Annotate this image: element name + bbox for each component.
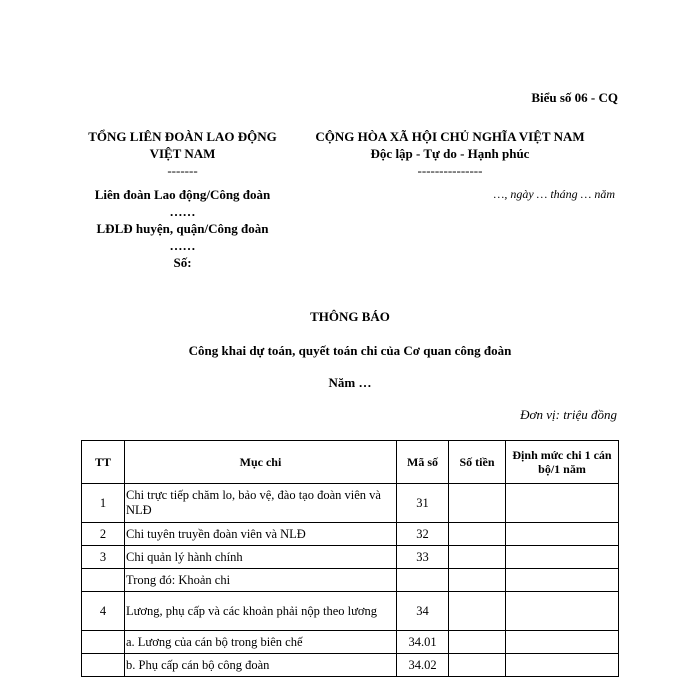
header-code: Mã số: [397, 441, 449, 484]
row-item: Chi tuyên truyền đoàn viên và NLĐ: [125, 523, 397, 546]
row-code: 34.02: [397, 654, 449, 677]
row-norm[interactable]: [506, 546, 619, 569]
row-item: Chi trực tiếp chăm lo, bảo vệ, đào tạo đoàn viên và NLĐ: [125, 484, 397, 523]
country-name: CỘNG HÒA XÃ HỘI CHỦ NGHĨA VIỆT NAM: [315, 129, 585, 144]
header-norm: Định mức chi 1 cán bộ/1 năm: [506, 441, 619, 484]
header-item: Mục chi: [125, 441, 397, 484]
row-tt: 4: [82, 592, 125, 631]
dots-line-2: ……: [169, 238, 196, 253]
row-amount[interactable]: [449, 523, 506, 546]
number-label: Số:: [173, 255, 192, 270]
row-item: a. Lương của cán bộ trong biên chế: [125, 631, 397, 654]
row-amount[interactable]: [449, 631, 506, 654]
table-row: [82, 631, 619, 654]
unit-label: Đơn vị: triệu đồng: [520, 407, 617, 422]
header-tt: TT: [82, 441, 125, 484]
year-line: Năm …: [328, 375, 372, 390]
row-norm[interactable]: [506, 592, 619, 631]
motto: Độc lập - Tự do - Hạnh phúc: [370, 146, 530, 161]
right-divider: ---------------: [417, 163, 483, 178]
row-tt: 3: [82, 546, 125, 569]
row-norm[interactable]: [506, 484, 619, 523]
row-tt: [82, 631, 125, 654]
right-header: [300, 128, 600, 179]
table-row: [82, 569, 619, 592]
form-number: Biểu số 06 - CQ: [531, 90, 618, 105]
district-line: LĐLĐ huyện, quận/Công đoàn: [96, 221, 269, 236]
org-name-line1: TỔNG LIÊN ĐOÀN LAO ĐỘNG: [88, 129, 277, 144]
left-divider: -------: [167, 163, 198, 178]
row-amount[interactable]: [449, 546, 506, 569]
row-code: 34: [397, 592, 449, 631]
row-tt: 2: [82, 523, 125, 546]
row-amount[interactable]: [449, 569, 506, 592]
row-tt: [82, 654, 125, 677]
row-norm[interactable]: [506, 523, 619, 546]
budget-table: [81, 440, 619, 677]
row-amount[interactable]: [449, 484, 506, 523]
union-line: Liên đoàn Lao động/Công đoàn: [94, 187, 271, 202]
table-row: [82, 654, 619, 677]
row-item: Chi quản lý hành chính: [125, 546, 397, 569]
row-norm[interactable]: [506, 631, 619, 654]
row-tt: [82, 569, 125, 592]
table-row: [82, 546, 619, 569]
row-item: b. Phụ cấp cán bộ công đoàn: [125, 654, 397, 677]
row-tt: 1: [82, 484, 125, 523]
header-amount: Số tiền: [449, 441, 506, 484]
document-title: THÔNG BÁO: [310, 309, 390, 324]
row-code: 31: [397, 484, 449, 523]
row-item: Lương, phụ cấp và các khoản phải nộp theo lương: [125, 592, 397, 631]
table-header-row: [82, 441, 619, 484]
row-norm[interactable]: [506, 654, 619, 677]
date-line: …, ngày … tháng … năm: [493, 187, 615, 201]
document-subtitle: Công khai dự toán, quyết toán chi của Cơ quan công đoàn: [188, 343, 512, 358]
row-code: 32: [397, 523, 449, 546]
dots-line-1: ……: [169, 204, 196, 219]
row-code: 34.01: [397, 631, 449, 654]
left-header: [80, 128, 285, 271]
row-amount[interactable]: [449, 592, 506, 631]
table-row: [82, 592, 619, 631]
row-item: Trong đó: Khoản chi: [125, 569, 397, 592]
org-name-line2: VIỆT NAM: [149, 146, 216, 161]
row-norm[interactable]: [506, 569, 619, 592]
row-code: [397, 569, 449, 592]
table-row: [82, 484, 619, 523]
row-code: 33: [397, 546, 449, 569]
row-amount[interactable]: [449, 654, 506, 677]
table-row: [82, 523, 619, 546]
